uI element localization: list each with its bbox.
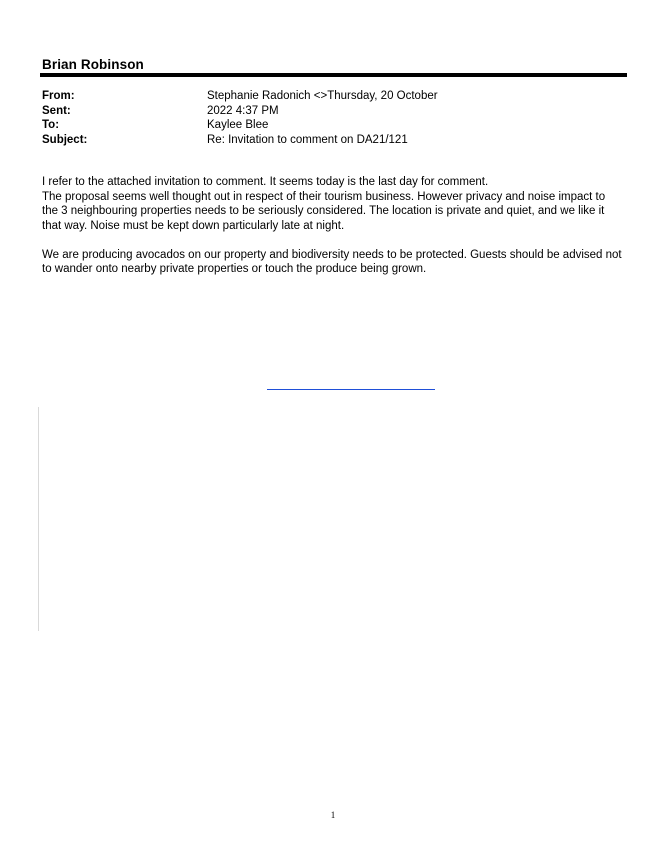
body-paragraph-2: The proposal seems well thought out in respect of their tourism business. However privacy and noise impact to the 3 neighbouring properties needs to be seriously considered. The location is private and quiet, and we like it that way. Noise must be kept down particularly late at night. bbox=[42, 190, 606, 232]
sent-value: 2022 4:37 PM bbox=[207, 104, 279, 117]
subject-value: Re: Invitation to comment on DA21/121 bbox=[207, 133, 408, 146]
meta-row-subject bbox=[42, 133, 602, 148]
meta-row-to bbox=[42, 118, 602, 133]
from-value: Stephanie Radonich <>Thursday, 20 October bbox=[207, 90, 438, 103]
header-divider bbox=[40, 73, 627, 77]
subject-label: Subject: bbox=[42, 133, 88, 146]
body-paragraph-3: We are producing avocados on our property and biodiversity needs to be protected. Guests should be advised not to wander onto nearby private properties or touch the produce being grown. bbox=[42, 248, 622, 275]
body-paragraph-1: I refer to the attached invitation to comment. It seems today is the last day for comment. bbox=[42, 176, 489, 188]
paragraph-spacer bbox=[42, 233, 622, 248]
meta-row-from bbox=[42, 89, 602, 104]
sender-name-heading: Brian Robinson bbox=[42, 57, 144, 72]
left-margin-line bbox=[38, 407, 39, 631]
email-meta-block bbox=[42, 89, 602, 147]
from-label: From: bbox=[42, 90, 75, 103]
to-label: To: bbox=[42, 119, 60, 132]
redacted-link-underline bbox=[267, 389, 435, 390]
sent-label: Sent: bbox=[42, 104, 71, 117]
to-value: Kaylee Blee bbox=[207, 119, 269, 132]
meta-row-sent bbox=[42, 104, 602, 119]
page-number: 1 bbox=[330, 810, 336, 820]
email-body bbox=[42, 175, 622, 277]
